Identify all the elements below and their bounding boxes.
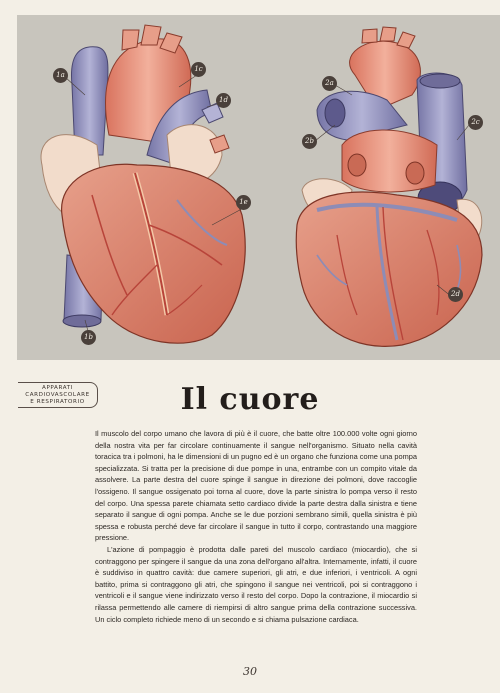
label-2b: 2b [302, 134, 317, 149]
label-1e: 1e [236, 195, 251, 210]
paragraph: Il muscolo del corpo umano che lavora di più è il cuore, che batte oltre 100.000 volte ogni giorno della nostra vita per far circolare continuamente il sangue nell'organismo. Situato nella cavità toracica tra i polmoni, ha le dimensioni di un pugno ed è un organo che funziona come una pompa specializzata. Si tratta per la precisione di due pompe in una, entrambe con un compito vitale da assolvere. La parte destra del cuore spinge il sangue in direzione dei polmoni, dove raccoglie l'ossigeno. Il sangue ossigenato poi torna al cuore, dove la parte sinistra lo pompa verso il resto del corpo. Una spessa parete chiamata setto cardiaco divide la parte destra dalla sinistra e tiene separato il sangue di ogni pompa. Anche se le due porzioni sembrano simili, quella sinistra è più spessa e robusta perché deve far circolare il sangue in tutto il corpo, contrastando una maggiore pressione. [95, 429, 417, 543]
heart-anterior-view [41, 25, 245, 343]
section-tag-line: APPARATI [42, 385, 73, 391]
paragraph: L'azione di pompaggio è prodotta dalle pareti del muscolo cardiaco (miocardio), che si contraggono per spingere il sangue da una zona dell'organo all'altra. Internamente, infatti, il cuore è suddiviso in quattro cavità: due camere superiori, gli atri, e due inferiori, i ventricoli. A ogni battito, prima si contraggono gli atri, che spingono il sangue nei ventricoli, poi si contraggono i ventricoli e il sangue viene indirizzato verso il resto del corpo. Dopo la contrazione, il miocardio si rilassa permettendo alle camere di riempirsi di altro sangue prima della contrazione successiva. Un ciclo completo richiede meno di un secondo e si chiama pulsazione cardiaca. [95, 544, 417, 624]
body-text [95, 428, 417, 625]
label-2c: 2c [468, 115, 483, 130]
label-1a: 1a [53, 68, 68, 83]
label-1c: 1c [191, 62, 206, 77]
page-number: 30 [243, 665, 257, 678]
label-1d: 1d [216, 93, 231, 108]
label-2d: 2d [448, 287, 463, 302]
section-tag-line: CARDIOVASCOLARE [25, 392, 90, 398]
page-title: Il cuore [180, 382, 320, 417]
anatomy-illustration-plate [17, 15, 500, 360]
heart-illustrations [17, 15, 500, 360]
label-1b: 1b [81, 330, 96, 345]
section-tag-line: E RESPIRATORIO [30, 399, 85, 405]
label-2a: 2a [322, 76, 337, 91]
